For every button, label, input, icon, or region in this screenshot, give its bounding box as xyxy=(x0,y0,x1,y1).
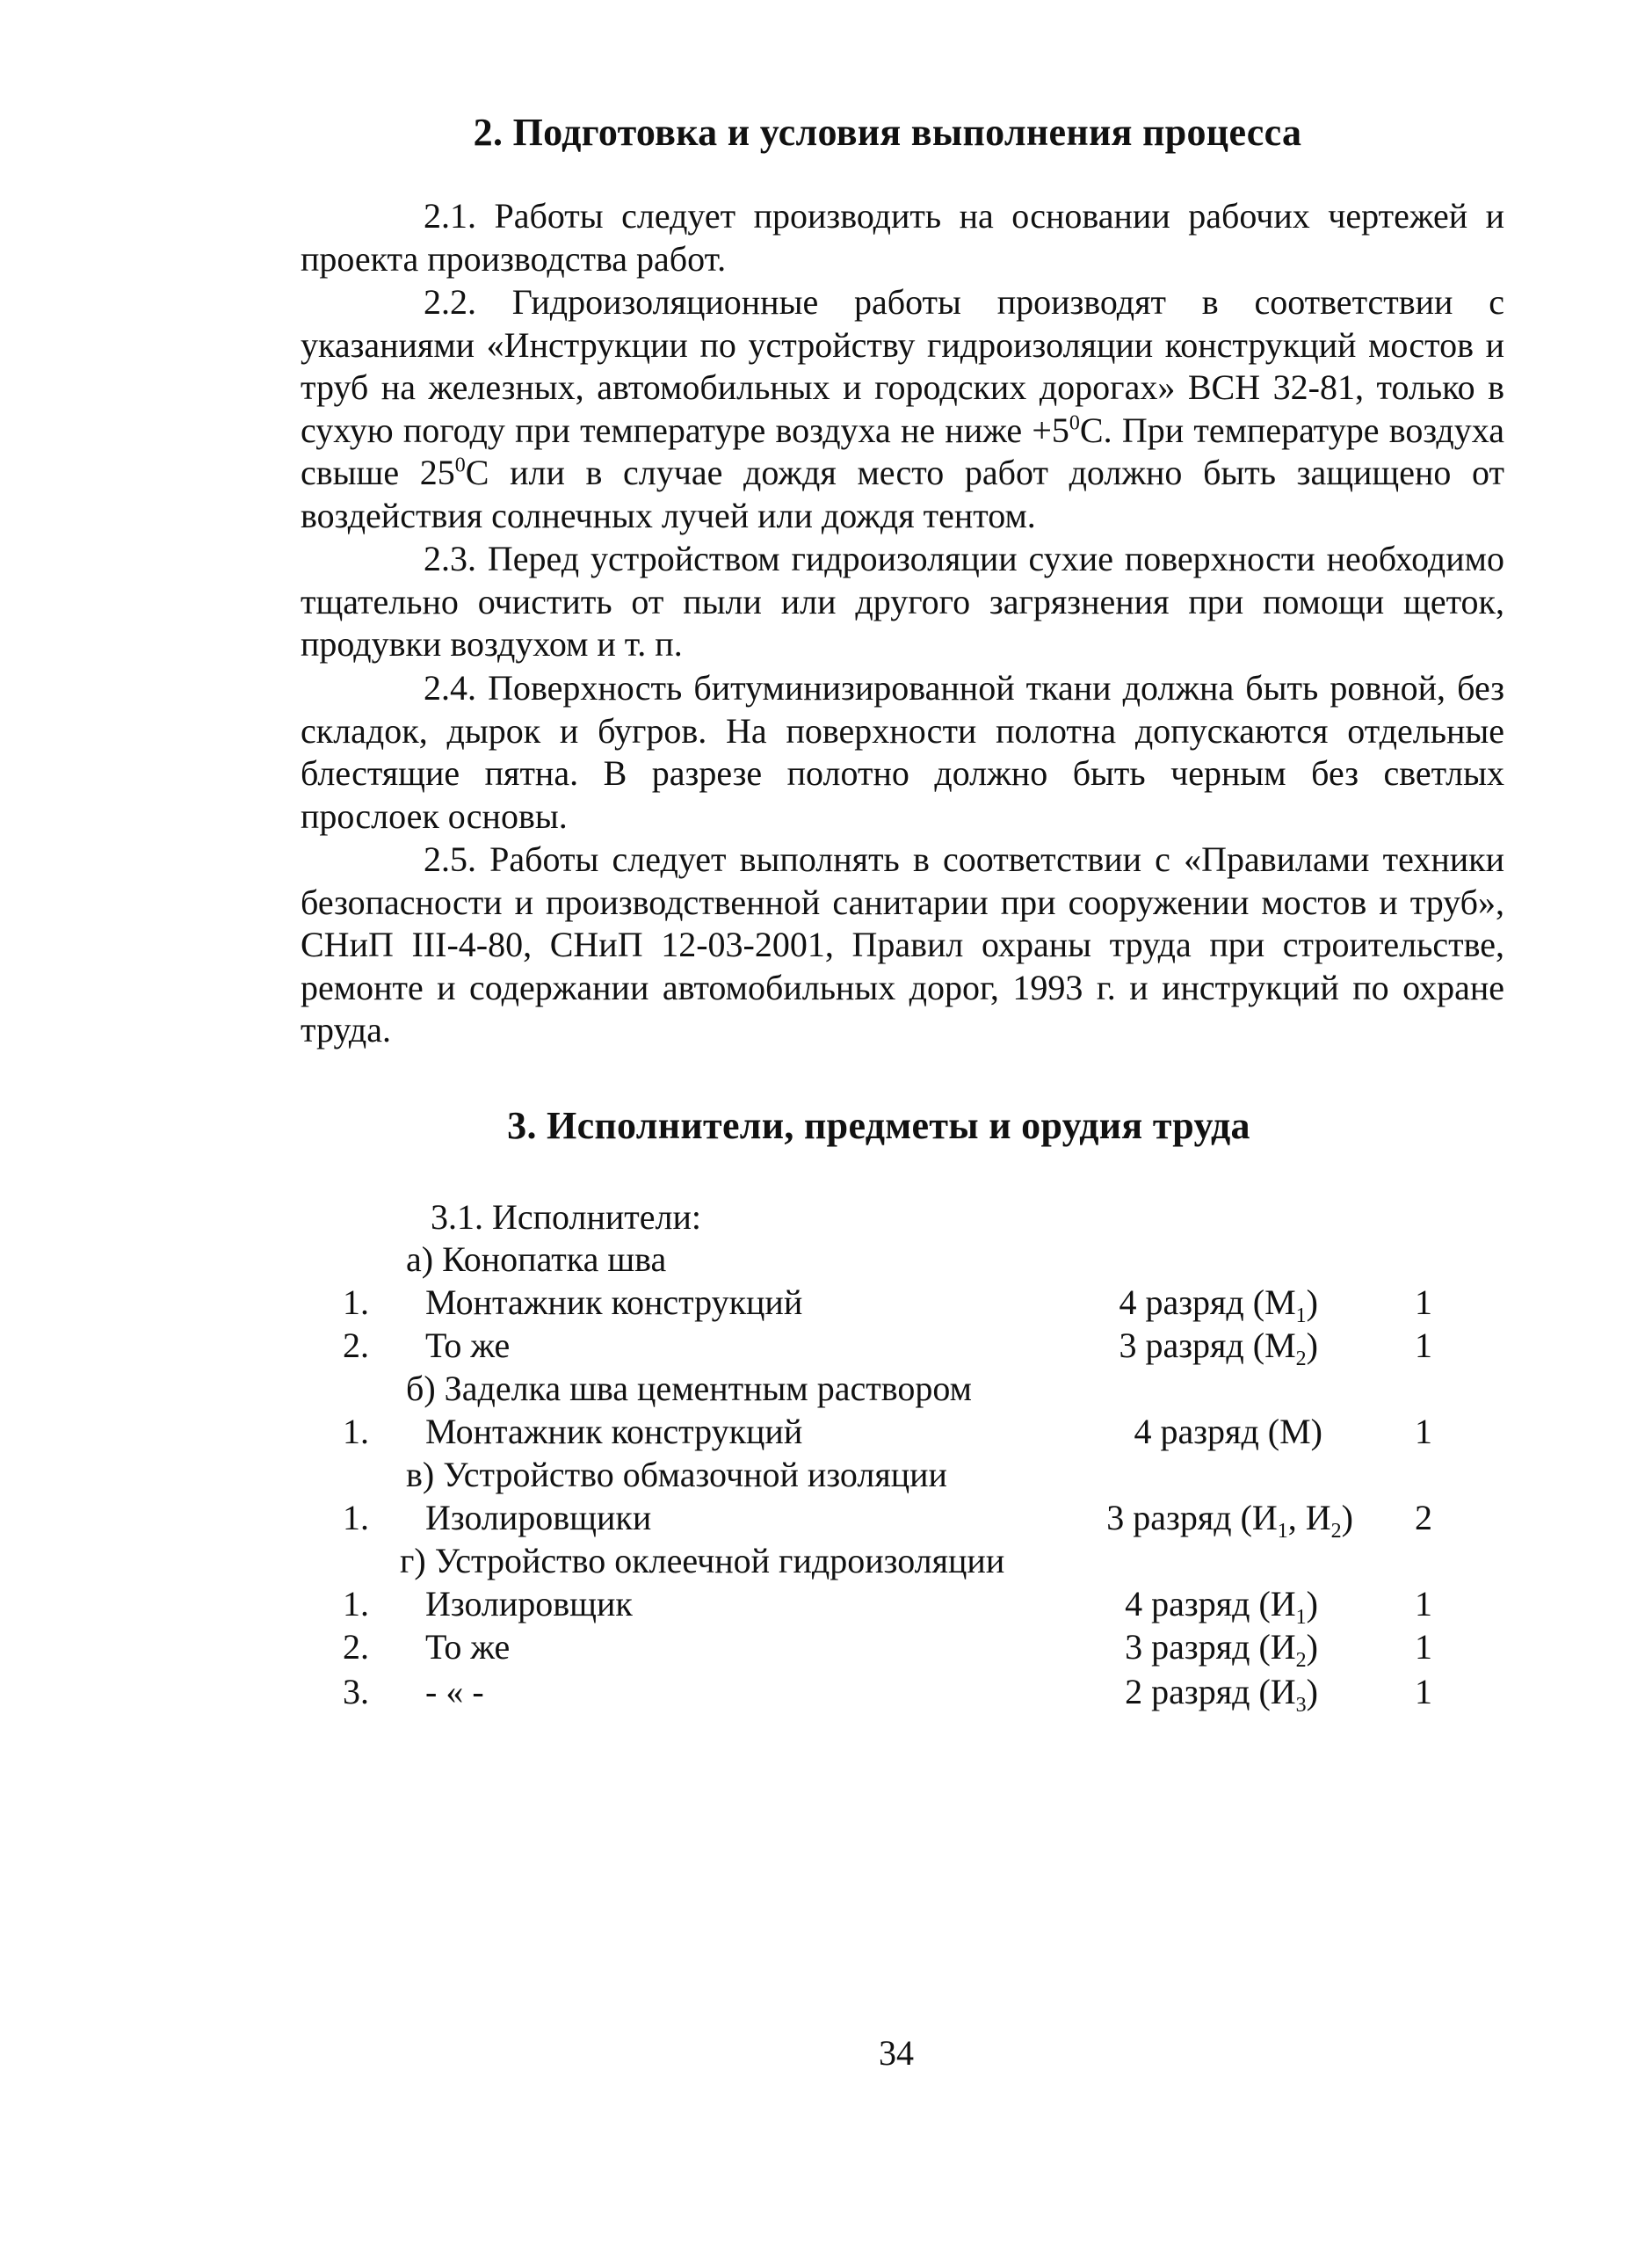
paragraph-2-2: 2.2. Гидроизоляционные работы производят в соответствии с указаниями «Инструкции по устройству гидроизоляции конструкций мостов и труб на железных, автомобильных и городских дорогах» ВСН 32-81, только в сухую погоду при температуре воздуха не ниже $+5^0С$. При температуре воздуха свыше $25^0С$ или в случае дождя место работ должно быть защищено от воздействия солнечных лучей или дождя тентом. xyxy=(301,282,1505,535)
paragraph-2-3: 2.3. Перед устройством гидроизоляции сухие поверхности необходимо тщательно очистить от пыли или другого загрязнения при помощи щеток, продувки воздухом и т. п. xyxy=(301,539,1504,664)
grade: 3 разряд $(И_2)$ xyxy=(1125,1627,1318,1672)
grade: 4 разряд $(И_1)$ xyxy=(1125,1584,1318,1629)
group-heading-d: г) Устройство оклеечной гидроизоляции xyxy=(400,1541,1005,1580)
grade: 3 разряд ($И_1$, $И_2$) xyxy=(1106,1498,1353,1543)
table-row: 1. Монтажник конструкций 4 разряд $(М_1)$ 1 xyxy=(343,1282,1432,1327)
section-2-title: 2. Подготовка и условия выполнения процесса xyxy=(473,111,1302,154)
table-row: 2. То же 3 разряд $(М_2)$ 1 xyxy=(343,1326,1432,1370)
grade: 4 разряд (М) xyxy=(1134,1412,1322,1451)
group-heading-c: в) Устройство обмазочной изоляции xyxy=(406,1455,947,1494)
group-heading-b: б) Заделка шва цементным раствором xyxy=(406,1369,972,1408)
paragraph-2-4: 2.4. Поверхность битуминизированной ткани должна быть ровной, без складок, дырок и бугров. На поверхности полотна допускаются отдельные блестящие пятна. В разрезе полотно должно быть черным без светлых прослоек основы. xyxy=(301,668,1504,836)
page-number: 34 xyxy=(879,2033,914,2073)
table-row: 2. То же 3 разряд $(И_2)$ 1 xyxy=(343,1627,1432,1672)
group-heading-a: а) Конопатка шва xyxy=(406,1239,667,1279)
table-row: 1. Монтажник конструкций 4 разряд (М) 1 xyxy=(0,1410,1652,1454)
paragraph-2-1: 2.1. Работы следует производить на основании рабочих чертежей и проекта производства работ. xyxy=(301,196,1504,279)
grade: 2 разряд $(И_3)$ xyxy=(1125,1672,1318,1717)
table-row: 1. Изолировщик 4 разряд $(И_1)$ 1 xyxy=(343,1584,1432,1629)
performers-label: 3.1. Исполнители: xyxy=(431,1197,702,1237)
table-row: 1. Изолировщики 3 разряд ($И_1$, $И_2$) 2 xyxy=(343,1498,1432,1543)
table-row: 3. - « - 2 разряд $(И_3)$ 1 xyxy=(343,1672,1432,1717)
grade: 4 разряд $(М_1)$ xyxy=(1119,1282,1318,1327)
paragraph-2-5: 2.5. Работы следует выполнять в соответствии с «Правилами техники безопасности и производственной санитарии при сооружении мостов и труб», СНиП III-4-80, СНиП 12-03-2001, Правил охраны труда при строительстве, ремонте и содержании автомобильных дорог, 1993 г. и инструкций по охране труда. xyxy=(301,839,1504,1050)
grade: 3 разряд $(М_2)$ xyxy=(1119,1326,1318,1370)
section-3-title: 3. Исполнители, предметы и орудия труда xyxy=(507,1104,1250,1147)
